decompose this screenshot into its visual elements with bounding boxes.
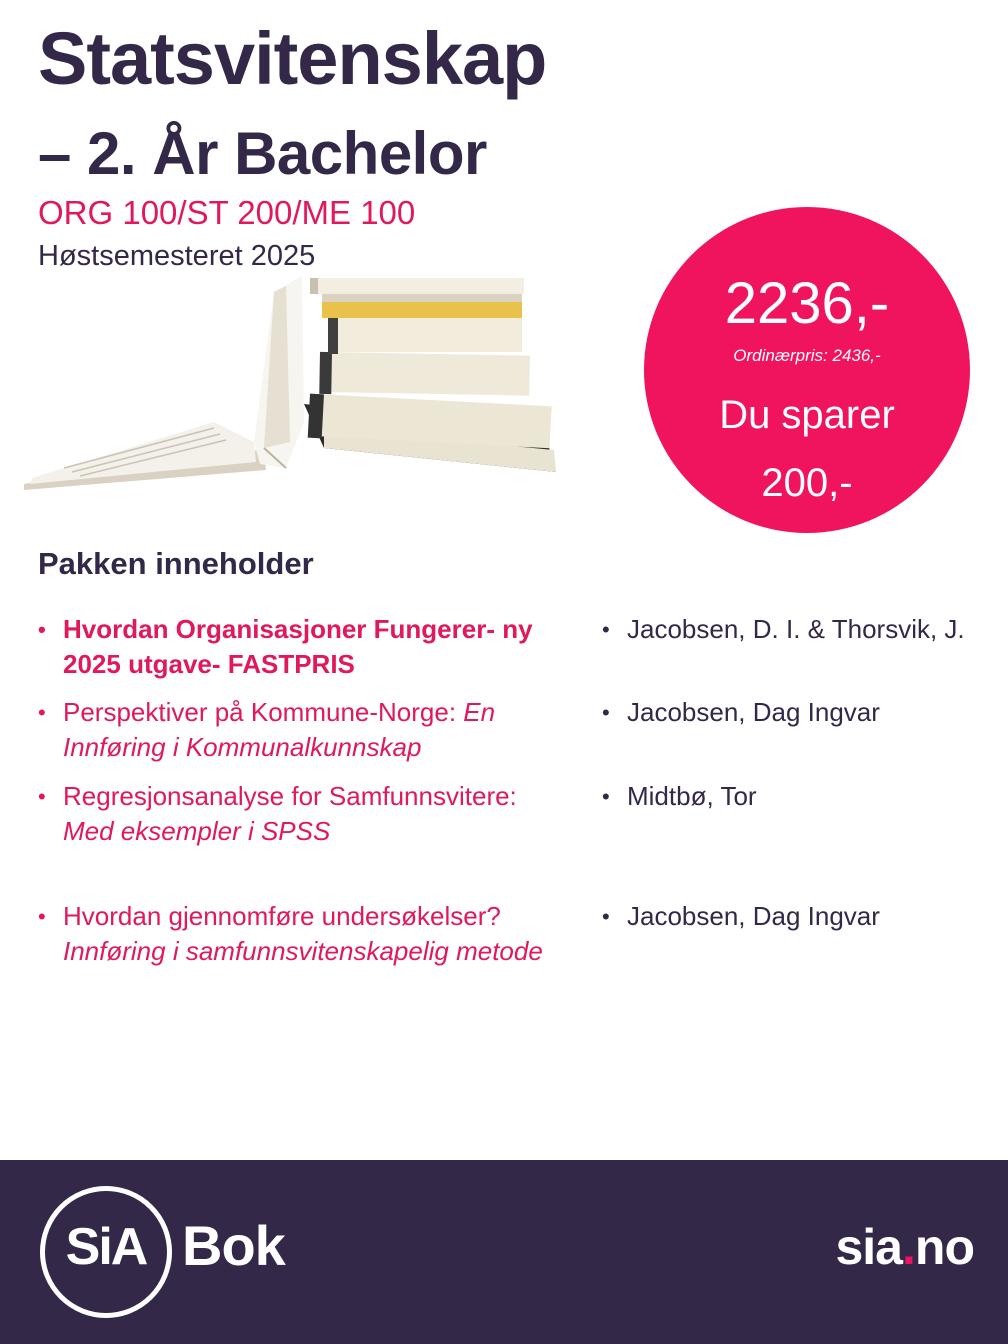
book-author: Jacobsen, D. I. & Thorsvik, J. [627, 614, 965, 644]
book-subtitle: Innføring i samfunnsvitenskapelig metode [63, 936, 543, 966]
book-title: Perspektiver på Kommune-Norge: [63, 697, 464, 727]
book-title: Hvordan Organisasjoner Fungerer- ny 2025 utgave- FASTPRIS [63, 614, 533, 679]
list-item [38, 899, 558, 969]
list-item [38, 779, 558, 849]
contents-heading: Pakken inneholder [38, 546, 314, 581]
books-stack-illustration [24, 272, 564, 494]
savings-value: 200,- [761, 461, 853, 505]
domain-dot: . [902, 1219, 915, 1275]
bullet: • [602, 700, 610, 725]
domain-name: sia [835, 1219, 902, 1275]
bok-logo-text: Bok [182, 1214, 285, 1277]
book-subtitle: En Innføring i Kommunalkunnskap [63, 697, 496, 762]
sia-logo-text: SiA [65, 1218, 147, 1276]
bullet: • [38, 617, 46, 642]
bullet: • [38, 784, 46, 809]
book-subtitle: Med eksempler i SPSS [63, 816, 331, 846]
course-codes: ORG 100/ST 200/ME 100 [38, 194, 416, 231]
domain-tld: no [914, 1219, 974, 1275]
book-title: Hvordan gjennomføre undersøkelser? [63, 901, 501, 931]
bullet: • [38, 700, 46, 725]
sia-logo-badge [40, 1186, 172, 1318]
page-title: Statsvitenskap [38, 17, 547, 100]
bullet: • [602, 617, 610, 642]
bullet: • [38, 904, 46, 929]
bullet: • [602, 784, 610, 809]
list-item [38, 695, 558, 765]
list-item [602, 612, 982, 647]
list-item [602, 899, 982, 934]
savings-label: Du sparer [719, 393, 895, 437]
book-author: Midtbø, Tor [627, 781, 757, 811]
price-badge [644, 207, 970, 533]
page-subtitle: – 2. År Bachelor [38, 120, 487, 187]
list-item [602, 779, 982, 814]
bullet: • [602, 904, 610, 929]
current-price: 2236,- [724, 271, 890, 336]
ordinary-price: Ordinærpris: 2436,- [733, 346, 881, 365]
sia-domain-logo [835, 1219, 974, 1275]
footer-bar [0, 1160, 1008, 1344]
book-author: Jacobsen, Dag Ingvar [627, 901, 880, 931]
semester-label: Høstsemesteret 2025 [38, 240, 316, 272]
book-title: Regresjonsanalyse for Samfunnsvitere: [63, 781, 517, 811]
book-author: Jacobsen, Dag Ingvar [627, 697, 880, 727]
list-item [602, 695, 982, 730]
list-item [38, 612, 558, 682]
